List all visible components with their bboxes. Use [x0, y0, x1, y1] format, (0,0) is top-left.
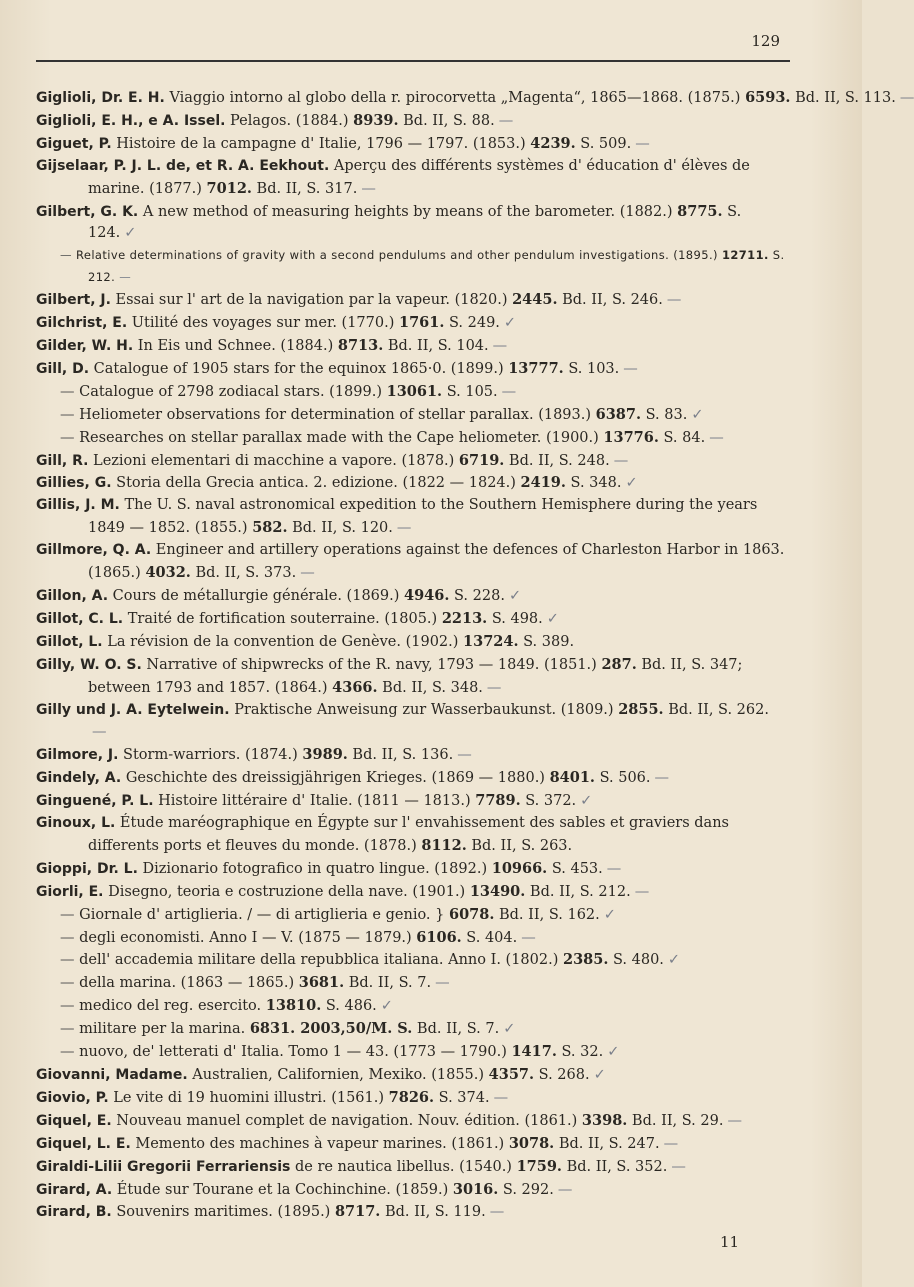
- catalog-entry: [36, 156, 786, 201]
- ditto-dash: —: [60, 383, 80, 400]
- catalog-entry: [36, 450, 786, 473]
- entry-catalog-number: 6387.: [595, 405, 642, 423]
- entry-author: Ginoux, L.: [36, 815, 116, 831]
- entry-location: S. 103.: [563, 360, 620, 377]
- catalog-entry: [36, 133, 786, 156]
- entry-location: Bd. II, S. 104.: [383, 337, 489, 354]
- catalog-entry: [36, 949, 786, 972]
- pencil-dash-mark: —: [899, 90, 914, 106]
- entry-location: S. 268.: [534, 1066, 590, 1083]
- catalog-entry: [36, 972, 786, 995]
- catalog-entry: [36, 631, 786, 654]
- entry-title: Australien, Californien, Mexiko. (1855.): [187, 1066, 489, 1083]
- catalog-entry: [36, 858, 786, 881]
- entry-title: Viaggio intorno al globo della r. pirocorvetta „Magenta“, 1865—1868. (1875.): [164, 90, 746, 106]
- entry-catalog-number: 8401.: [549, 769, 595, 787]
- entry-location: S. 404.: [461, 929, 518, 946]
- catalog-entry: [36, 1133, 786, 1156]
- entry-catalog-number: 8939.: [353, 111, 399, 129]
- entry-catalog-number: 4239.: [530, 134, 576, 152]
- catalog-entry: [36, 1041, 786, 1064]
- entry-author: Gillis, J. M.: [36, 497, 120, 514]
- entry-title: nuovo, de' letterati d' Italia. Tomo 1 — 43. (1773 — 1790.): [79, 1044, 512, 1061]
- entry-title: Catalogue of 1905 stars for the equinox 1865·0. (1899.): [89, 360, 509, 377]
- entry-catalog-number: 3078.: [508, 1134, 555, 1152]
- entry-catalog-number: 6593.: [745, 89, 791, 106]
- entry-title: Praktische Anweisung zur Wasserbaukunst. (1809.): [229, 702, 619, 719]
- entry-location: Bd. II, S. 247.: [554, 1135, 660, 1152]
- entry-catalog-number: 2385.: [562, 951, 609, 969]
- catalog-entry: [36, 699, 786, 744]
- entry-location: Bd. II, S. 263.: [466, 837, 573, 854]
- pencil-check-mark: ✓: [625, 475, 638, 492]
- entry-author: Giglioli, Dr. E. H.: [36, 90, 165, 106]
- ditto-dash: —: [60, 952, 80, 969]
- entry-author: Gilder, W. H.: [36, 337, 134, 354]
- catalog-entry: [36, 1087, 786, 1110]
- pencil-dash-mark: —: [396, 520, 412, 537]
- entry-title: degli economisti. Anno I — V. (1875 — 1879.): [79, 929, 417, 946]
- entry-location: S. 292.: [498, 1181, 554, 1198]
- catalog-entry: [36, 608, 786, 631]
- pencil-dash-mark: —: [435, 975, 450, 992]
- entry-author: Gill, D.: [36, 360, 90, 377]
- entry-location: S. 480.: [608, 952, 664, 969]
- ditto-dash: —: [60, 429, 80, 446]
- entry-title: Storm-warriors. (1874.): [118, 747, 303, 764]
- entry-title: Pelagos. (1884.): [225, 112, 354, 129]
- entry-catalog-number: 13810.: [265, 997, 322, 1015]
- entry-location: Bd. II, S. 246.: [557, 292, 663, 309]
- entry-location: S. 372.: [520, 793, 577, 810]
- entry-catalog-number: 13490.: [469, 882, 526, 900]
- ditto-dash: —: [60, 1044, 80, 1061]
- catalog-entry: [36, 87, 914, 110]
- pencil-dash-mark: —: [727, 1112, 742, 1129]
- entry-catalog-number: 582.: [252, 519, 288, 537]
- entry-location: Bd. II, S. 162.: [494, 906, 600, 923]
- catalog-entry: [36, 472, 786, 495]
- entry-title: Le vite di 19 huomini illustri. (1561.): [108, 1089, 389, 1106]
- entry-title: Engineer and artillery operations against the defences of Charleston Harbor in 1863. (1865.): [88, 542, 785, 582]
- entry-title: The U. S. naval astronomical expedition to the Southern Hemisphere during the years 1849 — 1852. (1855.): [88, 497, 758, 537]
- entry-title: Souvenirs maritimes. (1895.): [111, 1204, 335, 1221]
- entry-location: Bd. II, S. 7.: [412, 1021, 500, 1038]
- entry-catalog-number: 7826.: [388, 1088, 435, 1106]
- entry-author: Giraldi-Lilii Gregorii Ferrariensis: [36, 1158, 291, 1175]
- entry-catalog-number: 2445.: [512, 291, 558, 309]
- entry-title: de re nautica libellus. (1540.): [290, 1158, 517, 1175]
- catalog-entry: [36, 585, 786, 608]
- catalog-entry: [36, 881, 786, 904]
- catalog-entry: [36, 1018, 786, 1041]
- entry-author: Giguet, P.: [36, 135, 112, 152]
- pencil-check-mark: ✓: [124, 225, 137, 242]
- pencil-dash-mark: —: [613, 452, 629, 469]
- catalog-entry: [36, 201, 786, 246]
- entry-location: S. 212.: [88, 248, 785, 285]
- pencil-dash-mark: —: [606, 860, 622, 877]
- entry-location: S. 84.: [658, 429, 706, 446]
- pencil-dash-mark: —: [493, 1089, 509, 1106]
- catalog-entry: [36, 767, 786, 790]
- ditto-dash: —: [60, 975, 80, 992]
- entry-catalog-number: 4366.: [332, 678, 378, 696]
- entry-catalog-number: 12711.: [721, 248, 769, 263]
- entry-location: Bd. II, S. 88.: [398, 112, 495, 129]
- entry-location: Bd. II, S. 212.: [525, 883, 631, 900]
- pencil-dash-mark: —: [654, 770, 670, 787]
- entry-title: Nouveau manuel complet de navigation. Nouv. édition. (1861.): [111, 1112, 582, 1129]
- entry-catalog-number: 3681.: [298, 974, 345, 992]
- entry-catalog-number: 8713.: [337, 336, 384, 354]
- entry-catalog-number: 4946.: [404, 586, 450, 604]
- entry-title: Geschichte des dreissigjährigen Krieges. (1869 — 1880.): [121, 770, 550, 787]
- entry-title: Utilité des voyages sur mer. (1770.): [127, 315, 399, 332]
- catalog-entry: [36, 312, 786, 335]
- entry-author: Gilmore, J.: [36, 747, 119, 764]
- entry-location: S. 389.: [518, 633, 575, 650]
- entry-author: Girard, A.: [36, 1181, 113, 1198]
- pencil-dash-mark: —: [501, 383, 517, 400]
- pencil-check-mark: ✓: [546, 610, 559, 627]
- ditto-dash: —: [60, 906, 80, 923]
- pencil-dash-mark: —: [300, 565, 315, 582]
- ditto-dash: —: [60, 248, 76, 263]
- entry-author: Giorli, E.: [36, 883, 104, 900]
- pencil-check-mark: ✓: [593, 1066, 606, 1083]
- catalog-entry: [36, 790, 786, 813]
- pencil-dash-mark: —: [709, 429, 724, 446]
- header-rule: [36, 60, 790, 62]
- entry-location: S. 249.: [444, 315, 500, 332]
- entry-title: Dizionario fotografico in quatro lingue. (1892.): [137, 860, 492, 877]
- entry-location: Bd. II, S. 113.: [790, 90, 896, 106]
- pencil-check-mark: ✓: [503, 315, 517, 332]
- entry-location: S. 498.: [487, 610, 543, 627]
- entry-catalog-number: 13777.: [508, 359, 564, 377]
- catalog-entry: [36, 335, 786, 358]
- entry-title: militare per la marina.: [79, 1021, 250, 1038]
- entry-catalog-number: 2855.: [618, 701, 664, 719]
- entry-location: Bd. II, S. 120.: [287, 520, 393, 537]
- entry-catalog-number: 2419.: [520, 474, 566, 492]
- pencil-dash-mark: —: [671, 1158, 686, 1175]
- entry-catalog-number: 8112.: [421, 836, 467, 854]
- catalog-entry: [36, 995, 786, 1018]
- entry-catalog-number: 3398.: [581, 1111, 628, 1129]
- pencil-dash-mark: —: [92, 724, 107, 741]
- entry-author: Gijselaar, P. J. L. de, et R. A. Eekhout.: [36, 157, 330, 174]
- pencil-check-mark: ✓: [667, 952, 681, 969]
- entry-title: Narrative of shipwrecks of the R. navy, 1793 — 1849. (1851.): [141, 656, 602, 673]
- entry-author: Girard, B.: [36, 1204, 112, 1221]
- entry-catalog-number: 3016.: [452, 1180, 499, 1198]
- catalog-entry: [36, 927, 786, 950]
- ditto-dash: —: [60, 1021, 80, 1038]
- entry-catalog-number: 4357.: [488, 1065, 535, 1083]
- entry-author: Gillot, C. L.: [36, 610, 124, 627]
- pencil-dash-mark: —: [634, 883, 650, 900]
- entry-catalog-number: 1761.: [398, 314, 445, 332]
- catalog-entry: [36, 381, 786, 404]
- entry-title: Giornale d' artiglieria. / — di artiglieria e genio. }: [79, 906, 449, 923]
- pencil-check-mark: ✓: [580, 793, 593, 810]
- catalog-entry: [36, 427, 786, 450]
- entry-location: S. 124.: [88, 203, 742, 242]
- entry-catalog-number: 13776.: [603, 428, 659, 446]
- entry-location: Bd. II, S. 248.: [504, 452, 610, 469]
- entry-author: Gill, R.: [36, 452, 89, 469]
- entry-title: Traité de fortification souterraine. (1805.): [123, 610, 442, 627]
- pencil-dash-mark: —: [663, 1135, 679, 1152]
- catalog-entry: [36, 540, 786, 585]
- entry-catalog-number: 1417.: [511, 1043, 557, 1061]
- entry-title: Disegno, teoria e costruzione della nave. (1901.): [103, 883, 470, 900]
- entry-author: Giquel, L. E.: [36, 1135, 131, 1152]
- catalog-entry: [36, 654, 786, 700]
- entry-location: S. 228.: [449, 587, 505, 604]
- pencil-dash-mark: —: [557, 1181, 573, 1198]
- entry-author: Gilbert, G. K.: [36, 203, 139, 220]
- entry-catalog-number: 287.: [601, 655, 637, 673]
- entry-location: Bd. II, S. 136.: [347, 747, 454, 764]
- catalog-entry: [36, 813, 786, 858]
- entry-catalog-number: 6078.: [448, 905, 495, 923]
- entry-location: Bd. II, S. 262.: [663, 702, 769, 719]
- entry-catalog-number: 8775.: [677, 202, 723, 220]
- entry-author: Gilbert, J.: [36, 292, 111, 309]
- entry-author: Gillmore, Q. A.: [36, 542, 152, 559]
- pencil-dash-mark: —: [486, 679, 502, 696]
- entry-location: Bd. II, S. 29.: [627, 1112, 724, 1129]
- catalog-entry: [36, 404, 786, 427]
- entry-title: Histoire littéraire d' Italie. (1811 — 1813.): [153, 793, 476, 810]
- entry-author: Giglioli, E. H., e A. Issel.: [36, 112, 226, 129]
- entry-title: Catalogue of 2798 zodiacal stars. (1899.): [79, 383, 387, 400]
- pencil-dash-mark: —: [666, 292, 682, 309]
- pencil-dash-mark: —: [361, 180, 376, 197]
- entry-location: S. 83.: [641, 406, 688, 423]
- entry-title: della marina. (1863 — 1865.): [79, 975, 299, 992]
- entry-title: Étude sur Tourane et la Cochinchine. (1859.): [112, 1181, 453, 1198]
- pencil-dash-mark: —: [623, 360, 638, 377]
- catalog-entry: [36, 744, 786, 767]
- entry-catalog-number: 13061.: [386, 382, 443, 400]
- entry-author: Gilly und J. A. Eytelwein.: [36, 702, 230, 719]
- pencil-dash-mark: —: [635, 135, 650, 152]
- ditto-dash: —: [60, 998, 80, 1015]
- pencil-check-mark: ✓: [691, 406, 704, 423]
- entry-location: Bd. II, S. 347; between 1793 and 1857. (1864.): [88, 656, 743, 696]
- entry-title: Researches on stellar parallax made with the Cape heliometer. (1900.): [79, 429, 604, 446]
- entry-location: S. 453.: [547, 860, 603, 877]
- entry-location: Bd. II, S. 7.: [344, 975, 432, 992]
- catalog-entry: [36, 1110, 786, 1133]
- entry-title: Relative determinations of gravity with a second pendulums and other pendulum investigations. (1895.): [75, 248, 722, 263]
- pencil-check-mark: ✓: [508, 587, 522, 604]
- ditto-dash: —: [60, 929, 80, 946]
- pencil-check-mark: ✓: [503, 1021, 516, 1038]
- entry-location: Bd. II, S. 352.: [561, 1158, 668, 1175]
- entry-location: S. 506.: [594, 770, 651, 787]
- entry-catalog-number: 2213.: [441, 609, 488, 627]
- entry-catalog-number: 1759.: [516, 1157, 562, 1175]
- entry-author: Gindely, A.: [36, 770, 122, 787]
- entry-catalog-number: 3989.: [302, 746, 348, 764]
- entry-title: Lezioni elementari di macchine a vapore. (1878.): [88, 452, 459, 469]
- catalog-entry: [36, 904, 786, 927]
- entry-title: Memento des machines à vapeur marines. (1861.): [130, 1135, 509, 1152]
- catalog-entry: [36, 1064, 786, 1087]
- entry-author: Giquel, E.: [36, 1112, 112, 1129]
- entry-title: Aperçu des différents systèmes d' éducation d' élèves de marine. (1877.): [88, 157, 750, 197]
- catalog-entry: [36, 245, 786, 289]
- pencil-dash-mark: —: [457, 747, 472, 764]
- entry-title: Étude maréographique en Égypte sur l' envahissement des sables et graviers dans differents ports et fleuves du monde. (1878.): [88, 815, 729, 854]
- entry-catalog-number: 13724.: [463, 632, 519, 650]
- entry-catalog-number: 6106.: [416, 928, 462, 946]
- entry-author: Giovanni, Madame.: [36, 1066, 188, 1083]
- entry-author: Gillot, L.: [36, 633, 103, 650]
- entry-title: Storia della Grecia antica. 2. edizione. (1822 — 1824.): [111, 475, 521, 492]
- entry-location: S. 105.: [442, 383, 498, 400]
- entry-catalog-number: 8717.: [334, 1203, 381, 1221]
- catalog-entry: [36, 1156, 786, 1179]
- page-number: 129: [751, 32, 780, 50]
- entry-catalog-number: 7789.: [475, 792, 521, 810]
- catalog-entry: [36, 110, 786, 133]
- entry-author: Giovio, P.: [36, 1089, 109, 1106]
- catalog-entry: [36, 1201, 786, 1224]
- pencil-check-mark: ✓: [380, 998, 393, 1015]
- entry-author: Gillies, G.: [36, 475, 112, 492]
- entry-title: Heliometer observations for determination of stellar parallax. (1893.): [79, 406, 596, 423]
- entry-title: medico del reg. esercito.: [79, 998, 266, 1015]
- pencil-dash-mark: —: [492, 337, 508, 354]
- entry-author: Gioppi, Dr. L.: [36, 860, 138, 877]
- entry-location: S. 486.: [321, 998, 377, 1015]
- catalog-entries: [36, 87, 914, 1224]
- entry-location: Bd. II, S. 373.: [190, 565, 297, 582]
- entry-catalog-number: 10966.: [491, 859, 548, 877]
- catalog-entry: [36, 1179, 786, 1202]
- entry-location: S. 32.: [556, 1044, 604, 1061]
- entry-author: Ginguené, P. L.: [36, 793, 154, 810]
- entry-title: Cours de métallurgie générale. (1869.): [108, 587, 404, 604]
- entry-title: A new method of measuring heights by means of the barometer. (1882.): [138, 203, 678, 220]
- catalog-entry: [36, 495, 786, 540]
- entry-catalog-number: 6719.: [458, 451, 505, 469]
- entry-catalog-number: 7012.: [206, 179, 252, 197]
- entry-title: dell' accademia militare della repubblica italiana. Anno I. (1802.): [79, 952, 563, 969]
- pencil-dash-mark: —: [521, 929, 536, 946]
- entry-location: S. 374.: [434, 1089, 490, 1106]
- pencil-dash-mark: —: [489, 1204, 505, 1221]
- entry-title: Histoire de la campagne d' Italie, 1796 — 1797. (1853.): [111, 135, 531, 152]
- entry-location: Bd. II, S. 317.: [251, 180, 358, 197]
- catalog-entry: [36, 358, 786, 381]
- catalog-entry: [36, 289, 786, 312]
- entry-title: Essai sur l' art de la navigation par la vapeur. (1820.): [110, 292, 513, 309]
- signature-number: 11: [720, 1233, 740, 1251]
- entry-location: S. 348.: [565, 475, 622, 492]
- entry-title: In Eis und Schnee. (1884.): [133, 337, 338, 354]
- ditto-dash: —: [60, 406, 80, 423]
- entry-author: Gilchrist, E.: [36, 315, 128, 332]
- pencil-check-mark: ✓: [607, 1044, 620, 1061]
- entry-author: Gillon, A.: [36, 587, 109, 604]
- entry-title: La révision de la convention de Genève. (1902.): [102, 633, 464, 650]
- pencil-dash-mark: —: [119, 270, 132, 285]
- entry-catalog-number: 6831. 2003,50/M. S.: [249, 1020, 413, 1038]
- entry-location: Bd. II, S. 348.: [377, 679, 483, 696]
- entry-catalog-number: 4032.: [145, 564, 191, 582]
- entry-location: Bd. II, S. 119.: [380, 1204, 486, 1221]
- pencil-check-mark: ✓: [603, 906, 616, 923]
- entry-author: Gilly, W. O. S.: [36, 656, 142, 673]
- pencil-dash-mark: —: [498, 112, 514, 129]
- entry-location: S. 509.: [575, 135, 632, 152]
